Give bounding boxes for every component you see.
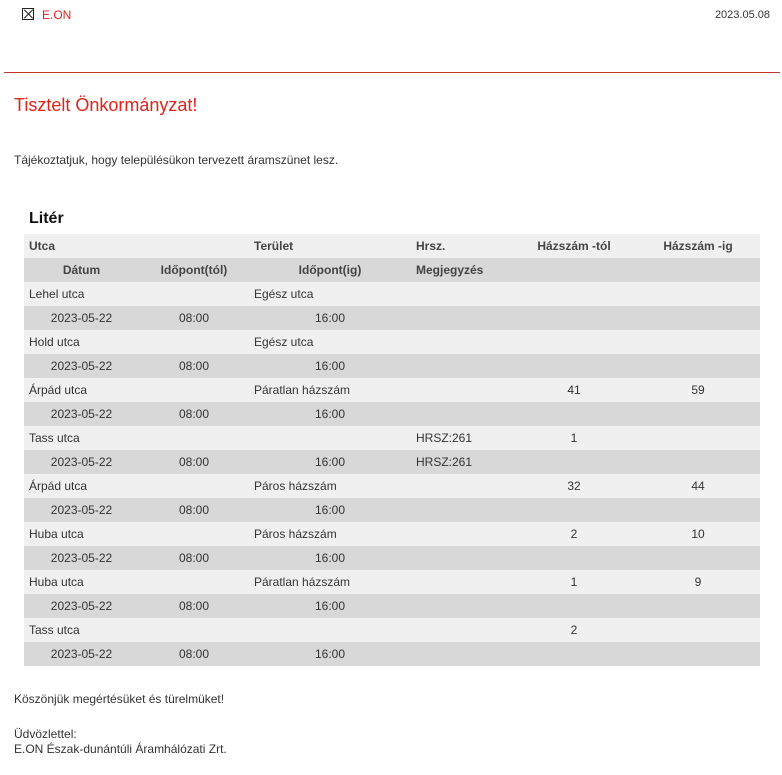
house-to-cell [636,618,760,642]
street-cell: Huba utca [29,575,84,589]
area-cell: Páratlan házszám [254,575,351,589]
table-header-row-1 [24,234,760,258]
house-from-cell: 2 [570,623,578,637]
table-row-street [24,330,760,354]
header-divider [4,72,780,73]
end-time-cell: 16:00 [314,551,346,565]
end-time-cell: 16:00 [314,599,346,613]
house-from-cell: 32 [567,479,581,493]
col-header-end: Időpont(ig) [298,263,362,277]
house-to-cell [636,426,760,450]
header-date: 2023.05.08 [714,9,770,21]
end-time-cell: 16:00 [314,647,346,661]
street-cell: Lehel utca [29,287,85,301]
start-time-cell: 08:00 [178,551,210,565]
hrsz-cell [411,570,512,594]
start-time-cell: 08:00 [178,647,210,661]
date-cell: 2023-05-22 [50,647,113,661]
street-cell: Tass utca [29,431,80,445]
street-cell: Tass utca [29,623,80,637]
hrsz-cell [411,330,512,354]
hrsz-cell [411,618,512,642]
intro-text: Tájékoztatjuk, hogy településükon tervezett áramszünet lesz. [14,153,339,167]
table-row-street [24,618,760,642]
date-cell: 2023-05-22 [50,503,113,517]
col-header-start: Időpont(tól) [160,263,228,277]
hrsz-cell [411,378,512,402]
area-cell: Páros házszám [254,479,337,493]
note-cell [411,594,512,618]
house-to-cell [636,330,760,354]
house-from-cell [512,330,636,354]
table-row-street [24,474,760,498]
date-cell: 2023-05-22 [50,455,113,469]
end-time-cell: 16:00 [314,503,346,517]
table-row-schedule [24,354,760,378]
date-cell: 2023-05-22 [50,359,113,373]
table-row-street [24,522,760,546]
area-cell: Egész utca [254,287,314,301]
area-cell: Páros házszám [254,527,337,541]
hrsz-cell [411,474,512,498]
table-row-schedule [24,450,760,474]
house-to-cell: 44 [691,479,705,493]
area-cell: Páratlan házszám [254,383,351,397]
col-header-area: Terület [254,239,294,253]
table-header-row-2 [24,258,760,282]
table-row-street [24,378,760,402]
note-cell [411,546,512,570]
start-time-cell: 08:00 [178,503,210,517]
house-from-cell [512,282,636,306]
end-time-cell: 16:00 [314,407,346,421]
hrsz-cell [411,282,512,306]
col-header-note: Megjegyzés [416,263,484,277]
table-row-street [24,570,760,594]
start-time-cell: 08:00 [178,599,210,613]
note-cell [411,402,512,426]
house-from-cell: 1 [570,575,578,589]
area-cell [249,426,411,450]
start-time-cell: 08:00 [178,311,210,325]
company-name: E.ON Észak-dunántúli Áramhálózati Zrt. [14,742,227,756]
end-time-cell: 16:00 [314,311,346,325]
street-cell: Árpád utca [29,383,88,397]
table-row-schedule [24,546,760,570]
note-cell [411,306,512,330]
street-cell: Árpád utca [29,479,88,493]
note-cell: HRSZ:261 [416,455,473,469]
col-header-house-to: Házszám -ig [663,239,733,253]
table-row-schedule [24,402,760,426]
house-to-cell [636,282,760,306]
end-time-cell: 16:00 [314,359,346,373]
broken-image-icon [22,8,34,20]
end-time-cell: 16:00 [314,455,346,469]
col-header-date: Dátum [62,263,101,277]
note-cell [411,642,512,666]
col-header-street: Utca [29,239,56,253]
start-time-cell: 08:00 [178,455,210,469]
street-cell: Hold utca [29,335,80,349]
table-row-schedule [24,306,760,330]
house-from-cell: 1 [570,431,578,445]
house-from-cell: 41 [567,383,581,397]
start-time-cell: 08:00 [178,407,210,421]
hrsz-cell: HRSZ:261 [416,431,473,445]
house-from-cell: 2 [570,527,578,541]
thanks-text: Köszönjük megértésüket és türelmüket! [14,692,225,706]
city-title: Litér [29,210,64,227]
note-cell [411,498,512,522]
regards-text: Üdvözlettel: [14,727,77,741]
table-row-schedule [24,594,760,618]
start-time-cell: 08:00 [178,359,210,373]
col-header-hrsz: Hrsz. [416,239,446,253]
email-header [0,0,782,73]
table-row-street [24,426,760,450]
date-cell: 2023-05-22 [50,599,113,613]
date-cell: 2023-05-22 [50,311,113,325]
hrsz-cell [411,522,512,546]
greeting: Tisztelt Önkormányzat! [14,95,198,115]
date-cell: 2023-05-22 [50,407,113,421]
note-cell [411,354,512,378]
col-header-house-from: Házszám -tól [537,239,611,253]
table-row-schedule [24,642,760,666]
outage-table [24,234,760,666]
house-to-cell: 9 [694,575,702,589]
table-row-street [24,282,760,306]
area-cell: Egész utca [254,335,314,349]
table-row-schedule [24,498,760,522]
area-cell [249,618,411,642]
date-cell: 2023-05-22 [50,551,113,565]
logo-text: E.ON [42,8,72,22]
house-to-cell: 59 [691,383,705,397]
house-to-cell: 10 [691,527,705,541]
street-cell: Huba utca [29,527,84,541]
